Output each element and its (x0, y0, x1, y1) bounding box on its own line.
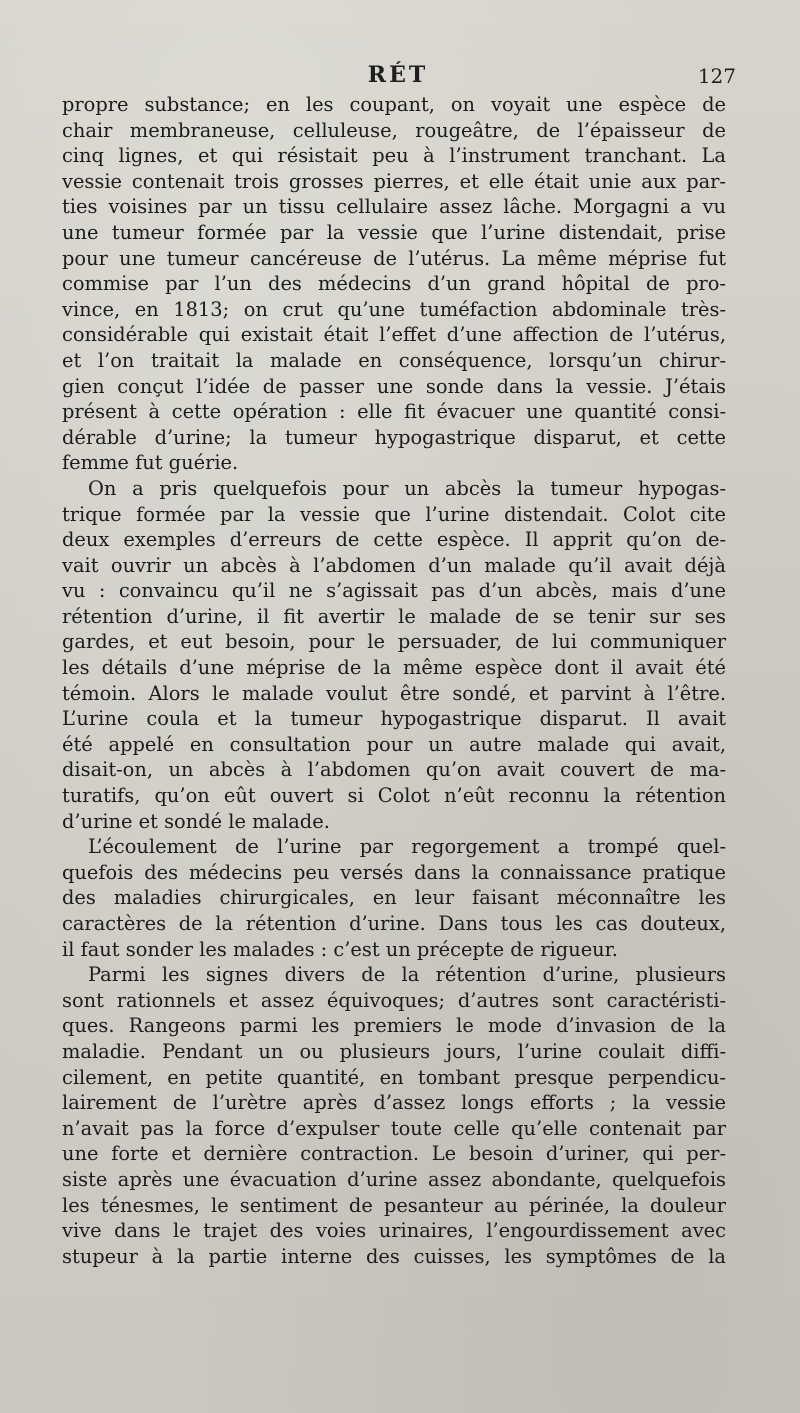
text-line: ques. Rangeons parmi les premiers le mode d’invasion de la (62, 1014, 726, 1038)
text-line: une tumeur formée par la vessie que l’urine distendait, prise (62, 220, 726, 244)
text-line: maladie. Pendant un ou plusieurs jours, l’urine coulait diffi- (62, 1039, 726, 1063)
text-line: femme fut guérie. (62, 451, 239, 475)
running-head-title: RÉT (367, 62, 429, 88)
text-line: n’avait pas la force d’expulser toute celle qu’elle contenait par (62, 1116, 726, 1140)
text-line: ties voisines par un tissu cellulaire assez lâche. Morgagni a vu (62, 195, 726, 219)
text-line: caractères de la rétention d’urine. Dans tous les cas douteux, (62, 912, 726, 935)
text-line: chair membraneuse, celluleuse, rougeâtre, de l’épaisseur de (62, 118, 726, 142)
text-line: disait-on, un abcès à l’abdomen qu’on avait couvert de ma- (62, 758, 726, 782)
text-line: siste après une évacuation d’urine assez abondante, quelquefois (62, 1167, 726, 1191)
text-line: vait ouvrir un abcès à l’abdomen d’un malade qu’il avait déjà (62, 553, 726, 577)
text-line: vessie contenait trois grosses pierres, et elle était unie aux par- (62, 169, 726, 193)
text-line: rétention d’urine, il fit avertir le malade de se tenir sur ses (62, 604, 726, 628)
text-line: turatifs, qu’on eût ouvert si Colot n’eût reconnu la rétention (62, 784, 726, 808)
text-line: stupeur à la partie interne des cuisses, les symptômes de la (62, 1244, 726, 1268)
text-line: des maladies chirurgicales, en leur faisant méconnaître les (62, 886, 726, 910)
text-line: pour une tumeur cancéreuse de l’utérus. La même méprise fut (62, 246, 726, 270)
text-line: il faut sonder les malades : c’est un précepte de rigueur. (62, 937, 618, 961)
text-line: commise par l’un des médecins d’un grand hôpital de pro- (62, 272, 726, 296)
text-line: les détails d’une méprise de la même espèce dont il avait été (62, 656, 726, 680)
text-line: sont rationnels et assez équivoques; d’autres sont caractéristi- (62, 988, 726, 1012)
text-line: témoin. Alors le malade voulut être sondé, et parvint à l’être. (62, 681, 726, 705)
paragraph-start-line: L’écoulement de l’urine par regorgement a trompé quel- (88, 835, 726, 859)
text-line: gardes, et eut besoin, pour le persuader, de lui communiquer (62, 630, 726, 654)
text-line: cinq lignes, et qui résistait peu à l’instrument tranchant. La (62, 144, 726, 168)
text-line: propre substance; en les coupant, on voyait une espèce de (62, 93, 726, 116)
text-line: quefois des médecins peu versés dans la connaissance pratique (62, 860, 726, 884)
text-line: d’urine et sondé le malade. (62, 809, 330, 833)
text-line: deux exemples d’erreurs de cette espèce. Il apprit qu’on de- (62, 528, 726, 552)
text-line: vince, en 1813; on crut qu’une tuméfaction abdominale très- (62, 297, 726, 321)
page-number: 127 (697, 64, 736, 88)
text-line: présent à cette opération : elle fit évacuer une quantité consi- (62, 400, 726, 424)
text-line: lairement de l’urètre après d’assez longs efforts ; la vessie (62, 1091, 726, 1115)
text-line: dérable d’urine; la tumeur hypogastrique disparut, et cette (62, 425, 726, 449)
text-line: une forte et dernière contraction. Le besoin d’uriner, qui per- (62, 1142, 726, 1166)
text-line: et l’on traitait la malade en conséquence, lorsqu’un chirur- (62, 348, 726, 372)
text-line: vive dans le trajet des voies urinaires, l’engourdissement avec (62, 1219, 726, 1243)
text-line: gien conçut l’idée de passer une sonde dans la vessie. J’étais (62, 374, 726, 398)
text-line: les ténesmes, le sentiment de pesanteur au périnée, la douleur (62, 1193, 726, 1217)
paragraph-start-line: Parmi les signes divers de la rétention d’urine, plusieurs (88, 963, 726, 987)
body-text (62, 92, 726, 1269)
text-line: vu : convaincu qu’il ne s’agissait pas d’un abcès, mais d’une (62, 579, 726, 603)
text-line: été appelé en consultation pour un autre malade qui avait, (62, 732, 726, 756)
text-line: trique formée par la vessie que l’urine distendait. Colot cite (62, 502, 726, 526)
text-line: considérable qui existait était l’effet d’une affection de l’utérus, (62, 323, 726, 347)
text-line: cilement, en petite quantité, en tombant presque perpendicu- (62, 1065, 726, 1089)
running-head (60, 58, 736, 90)
paragraph-start-line: On a pris quelquefois pour un abcès la tumeur hypogas- (88, 476, 726, 500)
text-line: L’urine coula et la tumeur hypogastrique disparut. Il avait (62, 707, 726, 731)
